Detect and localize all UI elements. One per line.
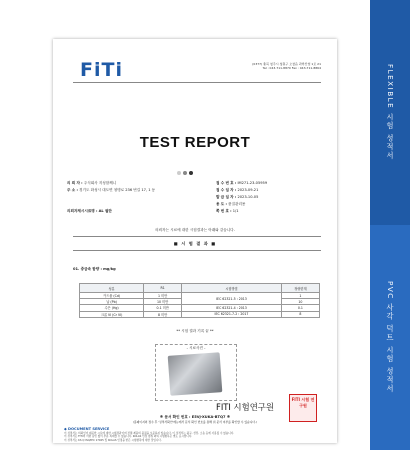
col-header: 성분 <box>80 284 144 293</box>
receipt-no: 접 수 번 호 : IM271-23-05959 <box>216 181 268 185</box>
photo-label: - 시료사진 - <box>186 346 206 350</box>
result-note: 의뢰자는 시료에 대한 시험결과는 아래와 같습니다. <box>155 228 235 232</box>
institute-name: FITI 시험연구원 <box>216 402 274 412</box>
dot <box>183 171 187 175</box>
sample-photo <box>155 344 237 401</box>
purpose: 용 도 : 품질관리용 <box>216 202 246 206</box>
verify-number: ※ 문서 확인 번호 : E5VJ-XUKA-BTQ7 ※ <box>159 415 231 419</box>
sample-name: 의뢰자제시시료명 : AL 필탄 <box>67 209 112 213</box>
report-document <box>53 39 337 443</box>
title-dots <box>177 160 195 179</box>
results-table <box>79 283 320 318</box>
report-title: TEST REPORT <box>139 134 251 151</box>
page-number: 쪽 번 호 : 1/1 <box>216 209 239 213</box>
section-title: ■ 시 험 결 과 ■ <box>173 241 217 246</box>
table-row: 납 (Pb) 10 미만 10 <box>80 299 320 305</box>
table-row: 크롬 VI (Cr VI) 8 미만 IEC 62321-7-2 : 2017 8 <box>80 311 320 317</box>
col-header: 시험방법 <box>182 284 282 293</box>
verify-note: (홈페이지의 접수 후 '성적서확인'메뉴에서 문서 확인 번호를 통해 위 문서 여부를 확인할 수 있습니다.) <box>132 420 258 424</box>
foil-sample-image <box>168 352 223 396</box>
applicant-company: 의 뢰 자 : 주식회사 지성함께니 <box>67 181 117 185</box>
section-rule-top <box>73 236 321 237</box>
dot <box>177 171 181 175</box>
applicant-address: 주 소 : 경기도 화성시 대도면 청명로 236 번길 17, 1 동 <box>67 188 156 192</box>
footer-notes: 이 성적서는 의뢰인이 제공한 시료에 대한 시험결과이며 전체 제품의 품질을 보증하지 않습니다. 이 성적서는 광고, 선전, 소송 등에 사용될 수 없습니다. 이 성적서는 FITI의 서면 승인 없이 부분 복제할 수 없습니다. KOLAS 인정 범위 외의 시험항목은 별도 표시합니다. 이 성적서는 KS Q ISO/IEC 17025 및 KOLAS 인정을 받은 시험항목에 대한 것입니다. <box>64 432 235 442</box>
fiti-logo: FiTi <box>80 59 123 81</box>
side-tab-flexible[interactable]: FLEXIBLE 시험 성적서 <box>370 0 410 225</box>
subsection-title: 01. 중금속 함량 : mg/kg <box>73 267 116 271</box>
section-rule-bottom <box>73 250 321 251</box>
issue-date: 발 급 일 자 : 2023-10-05 <box>216 195 259 199</box>
table-row: 카드뮴 (Cd) 1 미만 IEC 62321-5 : 2013 1 <box>80 293 320 299</box>
side-tab-pvc-duct[interactable]: PVC 사각 덕트 시험 성적서 <box>370 225 410 450</box>
col-header: 정량한계 <box>281 284 319 293</box>
col-header: R1 <box>144 284 182 293</box>
official-seal-stamp: FITI 시험 연구원 <box>289 394 317 422</box>
end-of-results: ** 시험 결과 기록 끝 ** <box>176 329 214 333</box>
table-header-row <box>80 284 320 293</box>
header-rule <box>73 82 321 83</box>
dot <box>189 171 193 175</box>
table-row: 수은 (Hg) 0.1 미만 IEC 62321-4 : 2013 0.1 <box>80 305 320 311</box>
header-address: (0377) 충북 청주시 청원구 오창읍 과학산업 1로 21 Tel : 043-711-8870 Fax : 043-711-8864 <box>252 62 321 70</box>
document-service-heading: ◆ DOCUMENT SERVICE <box>64 427 110 431</box>
receipt-date: 접 수 일 자 : 2023-09-21 <box>216 188 259 192</box>
